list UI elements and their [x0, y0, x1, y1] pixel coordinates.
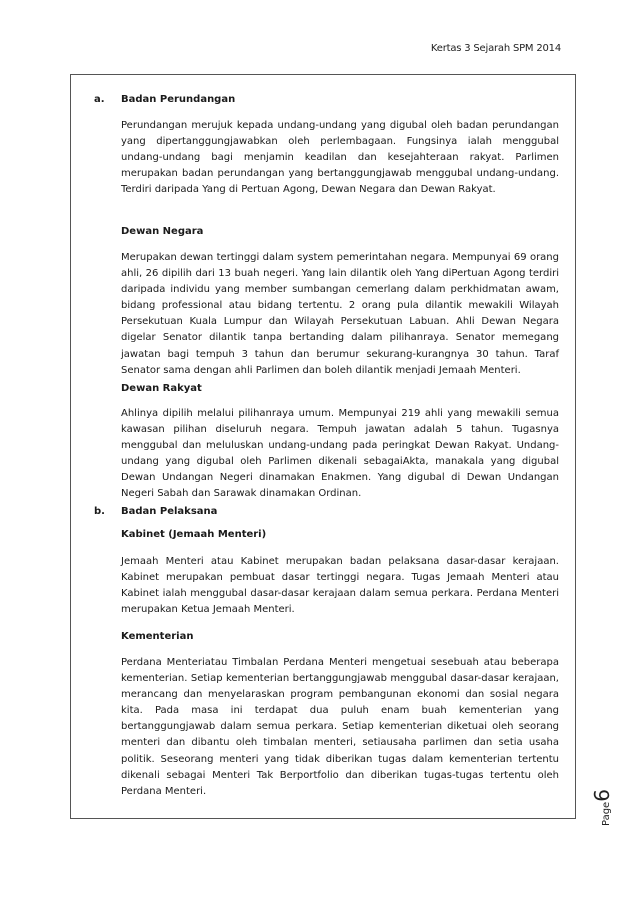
subsection-paragraph: Merupakan dewan tertinggi dalam system pemerintahan negara. Mempunyai 69 orang ahli, 26 dipilih dari 13 buah negeri. Yang lain dilantik oleh Yang diPertuan Agong terdiri daripada individu yang member sumbangan cemerlang dalam perkhidmatan awam, bidang professional atau bidang tertentu. 2 orang pula dilantik mewakili Wilayah Persekutuan Kuala Lumpur dan Wilayah Persekutuan Labuan. Ahli Dewan Negara digelar Senator dilantik tanpa bertanding dalam pilihanraya. Senator memegang jawatan bagi tempuh 3 tahun dan berumur sekurang-kurangnya 30 tahun. Taraf Senator sama dengan ahli Parlimen dan boleh dilantik menjadi Jemaah Menteri.: [121, 252, 559, 376]
subsection-title: Kabinet (Jemaah Menteri): [121, 529, 267, 540]
section-heading: [94, 506, 217, 517]
subsection-title: Kementerian: [121, 631, 194, 642]
section-intro-paragraph: Perundangan merujuk kepada undang-undang yang digubal oleh badan perundangan yang dipertanggungjawabkan oleh perlembagaan. Fungsinya ialah menggubal undang-undang bagi menjamin keadilan dan kesejahteraan rakyat. Parlimen merupakan badan perundangan yang bertanggungjawab menggubal undang-undang. Terdiri daripada Yang di Pertuan Agong, Dewan Negara dan Dewan Rakyat.: [121, 120, 559, 196]
section-letter: b.: [94, 506, 105, 517]
page-number-value: 6: [590, 789, 614, 802]
section-title: Badan Pelaksana: [121, 506, 218, 517]
subsection-paragraph: Perdana Menteriatau Timbalan Perdana Menteri mengetuai sesebuah atau beberapa kementerian. Setiap kementerian bertanggungjawab menggubal dasar-dasar kerajaan, merancang dan menyelaraskan program pembangunan ekonomi dan sosial negara kita. Pada masa ini terdapat dua puluh enam buah kementerian yang bertanggungjawab dalam semua perkara. Setiap kementerian diketuai oleh seorang menteri dan dibantu oleh timbalan menteri, setiausaha parlimen dan setia usaha politik. Seseorang menteri yang tidak diberikan tugas dalam kementerian tertentu dikenali sebagai Menteri Tak Berportfolio dan diberikan tugas-tugas tertentu oleh Perdana Menteri.: [121, 657, 559, 797]
section-letter: a.: [94, 94, 105, 105]
subsection-title: Dewan Negara: [121, 226, 204, 237]
subsection-paragraph: Ahlinya dipilih melalui pilihanraya umum. Mempunyai 219 ahli yang mewakili semua kawasan pilihan diseluruh negara. Tempuh jawatan adalah 5 tahun. Tugasnya menggubal dan meluluskan undang-undang pada peringkat Dewan Rakyat. Undang-undang yang digubal oleh Parlimen dikenali sebagaiAkta, manakala yang digubal Dewan Undangan Negeri dinamakan Enakmen. Yang digubal di Dewan Undangan Negeri Sabah dan Sarawak dinamakan Ordinan.: [121, 408, 559, 500]
page-number: [588, 788, 628, 828]
page-number-label: Page: [601, 801, 612, 826]
subsection-paragraph: Jemaah Menteri atau Kabinet merupakan badan pelaksana dasar-dasar kerajaan. Kabinet merupakan pembuat dasar tertinggi negara. Tugas Jemaah Menteri atau Kabinet ialah menggubal dasar-dasar kerajaan dalam semua perkara. Perdana Menteri merupakan Ketua Jemaah Menteri.: [121, 556, 559, 616]
page-header: Kertas 3 Sejarah SPM 2014: [430, 43, 561, 54]
section-title: Badan Perundangan: [121, 94, 236, 105]
subsection-title: Dewan Rakyat: [121, 383, 202, 394]
section-heading: [94, 94, 235, 105]
